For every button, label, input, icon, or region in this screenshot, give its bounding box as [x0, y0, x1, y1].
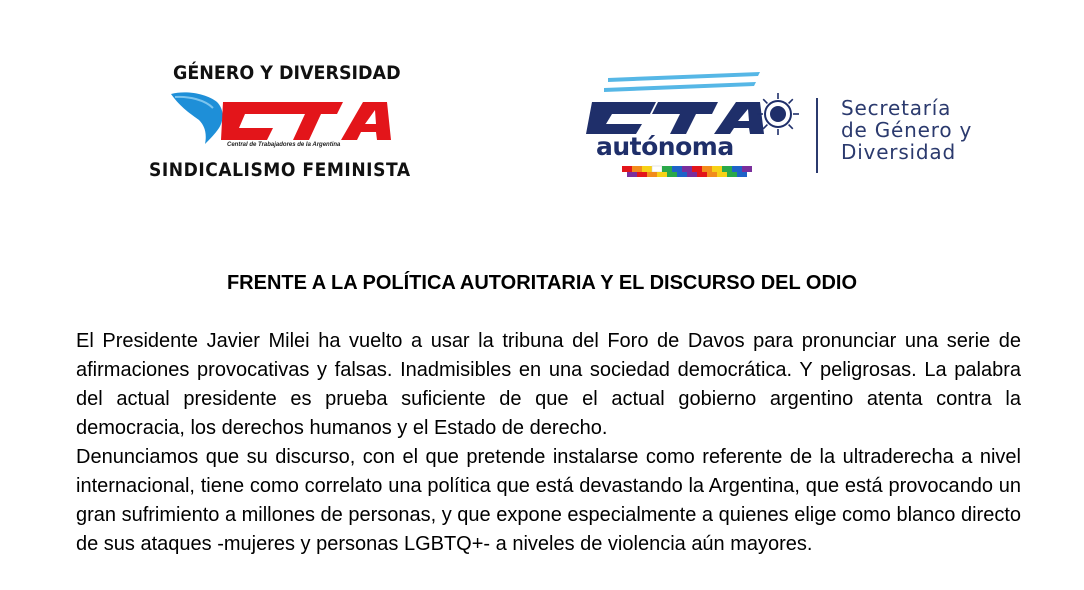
secretaria-line-2: de Género y [841, 118, 973, 142]
logo-top-text: GÉNERO Y DIVERSIDAD [173, 62, 401, 84]
cta-autonoma-wordmark-icon [578, 68, 813, 180]
cta-genero-diversidad-logo [145, 58, 420, 188]
cta-red-wordmark-icon [165, 88, 395, 148]
secretaria-line-3: Diversidad [841, 140, 956, 164]
cta-autonoma-secretaria-logo [578, 68, 1018, 183]
document-body [76, 327, 1021, 559]
logo-subline: Central de Trabajadores de la Argentina [227, 142, 341, 148]
secretaria-label [841, 97, 972, 163]
paragraph-1: El Presidente Javier Milei ha vuelto a usar la tribuna del Foro de Davos para pronunciar una serie de afirmaciones provocativas y falsas. Inadmisibles en una sociedad democrática. Y peligrosas. La palabra del actual presidente es prueba suficiente de que el actual gobierno argentino atenta contra la democracia, los derechos humanos y el Estado de derecho. [76, 330, 1021, 439]
autonoma-wordmark: autónoma [596, 132, 734, 161]
document-title: FRENTE A LA POLÍTICA AUTORITARIA Y EL DISCURSO DEL ODIO [226, 272, 858, 294]
secretaria-line-1: Secretaría [841, 96, 952, 120]
logo-divider [816, 98, 818, 173]
logo-bottom-text: SINDICALISMO FEMINISTA [149, 159, 411, 181]
paragraph-2: Denunciamos que su discurso, con el que pretende instalarse como referente de la ultraderecha a nivel internacional, tiene como correlato una política que está devastando la Argentina, que está provocando un gran sufrimiento a millones de personas, y que expone especialmente a quienes elige como blanco directo de sus ataques -mujeres y personas LGBTQ+- a niveles de violencia aún mayores. [76, 446, 1022, 555]
